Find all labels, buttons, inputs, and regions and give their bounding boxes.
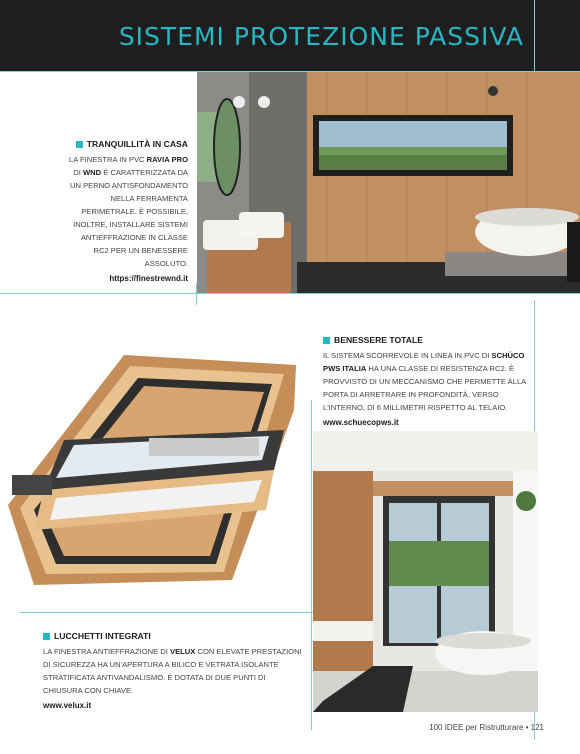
- text-block-lucchetti: [43, 630, 305, 712]
- section-heading: [43, 630, 305, 643]
- body-text: LA FINESTRA IN PVC RAVIA PRO DI WND È CARATTERIZZATA DA UN PERNO ANTISFONDAMENTO NELLA FERRAMENTA PERIMETRALE. È POSSIBILE, INOLTRE, INSTALLARE SISTEMI ANTIEFFRAZIONE IN CLASSE RC2 PER UN BENESSERE ASSOLUTO.: [68, 155, 188, 268]
- text-block-benessere: [323, 334, 535, 429]
- square-bullet-icon: [43, 633, 50, 640]
- text-block-tranquillita: [66, 138, 188, 285]
- page-footer: 100 IDEE per Ristrutturare • 121: [429, 723, 544, 732]
- bathroom-sliding-door-photo: [313, 431, 538, 712]
- heading-text: TRANQUILLITÀ IN CASA: [86, 139, 188, 149]
- website-link[interactable]: www.schuecopws.it: [323, 418, 399, 427]
- bathroom-photo: [197, 72, 580, 293]
- brand-name: RAVIA PRO: [146, 155, 188, 164]
- page-title: SISTEMI PROTEZIONE PASSIVA: [118, 22, 524, 51]
- website-link[interactable]: www.velux.it: [43, 701, 92, 710]
- section-heading: [323, 334, 535, 347]
- brand-name: SCHÜCO PWS ITALIA: [323, 351, 525, 373]
- body-text: LA FINESTRA ANTIEFFRAZIONE DI VELUX CON ELEVATE PRESTAZIONI DI SICUREZZA HA UN'APERTURA A BILICO E VETRATA ISOLANTE STRATIFICATA ANTIVANDALISMO. È DOTATA DI DUE PUNTI DI CHIUSURA CON CHIAVE.: [43, 647, 302, 695]
- heading-text: LUCCHETTI INTEGRATI: [54, 631, 151, 641]
- brand-name: WND: [82, 168, 102, 177]
- body-text: IL SISTEMA SCORREVOLE IN LINEA IN PVC DI SCHÜCO PWS ITALIA HA UNA CLASSE DI RESISTENZA RC2. È PROVVISTO DI UN MECCANISMO CHE PERMETTE ALLA PORTA DI ARRETRARE IN PROFONDITÀ, VERSO L'INTERNO, DI 6 MILLIMETRI RISPETTO AL TELAIO.: [323, 351, 526, 412]
- section-heading: [66, 138, 188, 151]
- website-link[interactable]: https://finestrewnd.it: [109, 274, 188, 283]
- velux-window-photo: [4, 350, 304, 590]
- square-bullet-icon: [323, 337, 330, 344]
- heading-text: BENESSERE TOTALE: [334, 335, 423, 345]
- square-bullet-icon: [76, 141, 83, 148]
- guide-line: [311, 400, 312, 730]
- brand-name: VELUX: [170, 647, 196, 656]
- guide-line: [534, 0, 535, 80]
- guide-line: [0, 293, 580, 294]
- page-header: [0, 0, 580, 72]
